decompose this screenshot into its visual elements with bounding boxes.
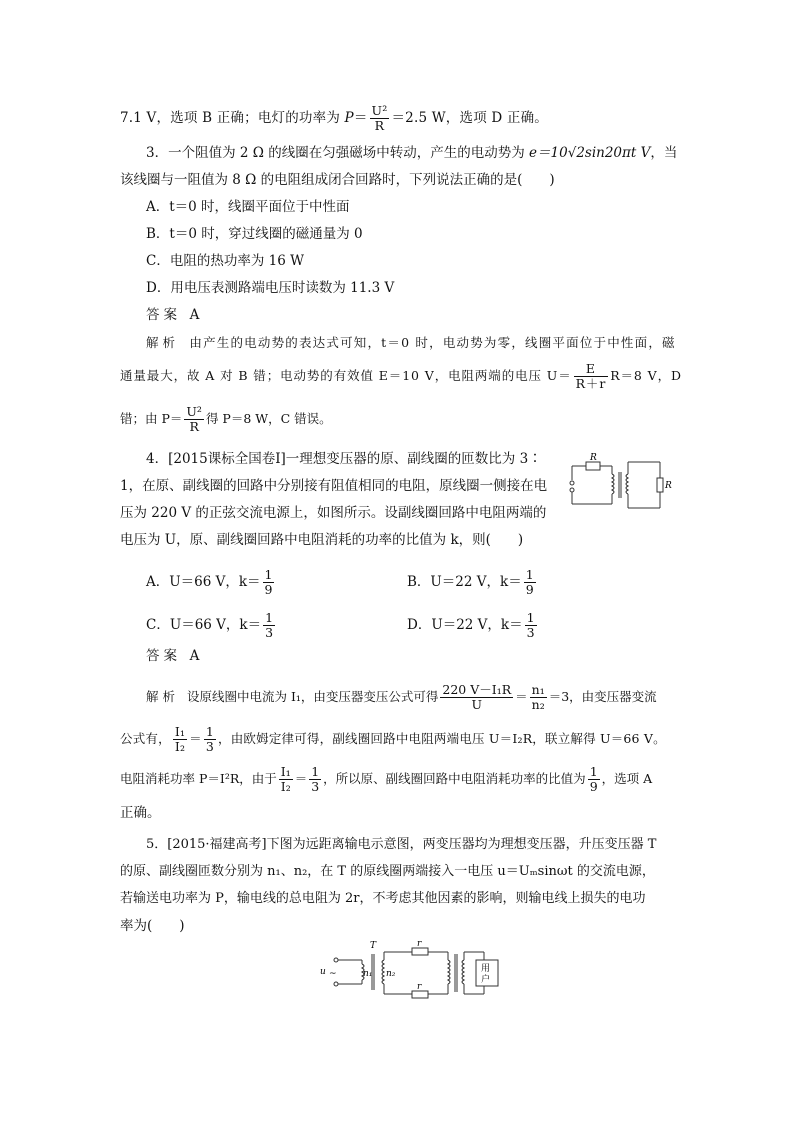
q3-line1: 3．一个阻值为 2 Ω 的线圈在匀强磁场中转动，产生的电动势为 e＝10√2sin20πt V，当 [146,145,678,161]
fraction: $\frac{1}{3}$ [311,764,320,794]
q5-line3: 若输送电功率为 P，输电线的总电阻为 2r，不考虑其他因素的影响，则输电线上损失的电功 [120,891,646,906]
q4-line4: 电压为 U，原、副线圈回路中电阻消耗的功率的比值为 k，则( ) [120,532,524,548]
fraction: $\frac{\text{I₁}}{\text{I₂}}$ [174,724,186,754]
transformer-circuit-diagram [562,452,674,516]
q4-explanation-4: 正确。 [120,805,161,821]
fraction: $\frac{\text{I₁}}{\text{I₂}}$ [280,764,291,794]
q4-line1: 4．[2015课标全国卷Ⅰ]一理想变压器的原、副线圈的匝数比为 3∶ [146,451,542,467]
transmission-circuit-diagram [314,938,508,1006]
q3-option-d: D．用电压表测路端电压时读数为 11.3 V [146,280,395,296]
q3-option-b: B．t＝0 时，穿过线圈的磁通量为 0 [146,226,363,242]
resistor-label-primary: R [590,453,597,463]
q4-option-c: C．U＝66 V，k＝ $\frac{1}{3}$ [146,610,274,640]
fraction: $\frac{1}{3}$ [205,724,215,754]
q3-explanation-3: 错；由 P＝ $\frac{\text{U²}}{R}$ 得 P＝8 W，C 错误。 [120,404,332,434]
q4-option-a: A．U＝66 V，k＝ $\frac{1}{9}$ [146,567,273,597]
fraction: $\frac{1}{3}$ [265,610,274,640]
q4-line2: 1，在原、副线圈的回路中分别接有阻值相同的电阻，原线圈一侧接在电 [120,478,548,494]
fraction: $\frac{1}{9}$ [525,567,534,597]
q4-line3: 压为 220 V 的正弦交流电源上，如图所示。设副线圈回路中电阻两端的 [120,505,547,521]
turns-n2-label: n₂ [386,969,396,979]
turns-n1-label: n₁ [363,969,373,979]
q3-answer: 答案 A [146,307,200,323]
line-resistance-label-bottom: r [417,982,422,992]
voltage-source-label: u [320,967,326,977]
transformer-label: T [370,941,377,951]
fraction: $\frac{1}{9}$ [264,567,273,597]
q4-explanation-1: 解析 设原线圈中电流为 I₁，由变压器变压公式可得 $\frac{\text{220 V－I₁R}}{U}$ ＝ $\frac{\text{n₁}}{\text{n₂}}$ ＝3，由变压器变流 [146,682,657,712]
fraction: $\frac{1}{9}$ [589,764,598,794]
q3-explanation-2: 通量最大，故 A 对 B 错；电动势的有效值 E＝10 V，电阻两端的电压 U＝ $\frac{E}{R+r}$ R＝8 V，D [120,361,682,391]
q4-option-b: B．U＝22 V，k＝ $\frac{1}{9}$ [407,567,534,597]
q4-answer: 答案 A [146,648,200,664]
fraction: $\frac{\text{U²}}{R}$ [186,404,202,434]
q4-option-d: D．U＝22 V，k＝ $\frac{1}{3}$ [407,610,535,640]
q3-explanation-1: 解析 由产生的电动势的表达式可知，t＝0 时，电动势为零，线圈平面位于中性面，磁 [146,335,676,350]
line-resistance-label-top: r [417,939,422,949]
q3-option-a: A．t＝0 时，线圈平面位于中性面 [146,199,350,215]
user-label-2: 户 [481,975,491,985]
text-line: 7.1 V，选项 B 正确；电灯的功率为 P＝ $\frac{\text{U²}}{R}$ ＝2.5 W，选项 D 正确。 [120,103,549,133]
fraction: $\frac{\text{220 V－I₁R}}{U}$ [442,682,512,712]
q3-option-c: C．电阻的热功率为 16 W [146,253,304,269]
q3-line2: 该线圈与一阻值为 8 Ω 的电阻组成闭合回路时，下列说法正确的是( ) [120,172,555,188]
q5-line2: 的原、副线圈匝数分别为 n₁、n₂，在 T 的原线圈两端接入一电压 u＝Uₘsinωt 的交流电源， [120,864,655,879]
fraction: $\frac{\text{n₁}}{\text{n₂}}$ [531,682,545,712]
user-label-1: 用 [481,964,491,974]
ac-symbol-icon: ~ [329,969,337,979]
q4-explanation-3: 电阻消耗功率 P＝I²R，由于 $\frac{\text{I₁}}{\text{I₂}}$ ＝ $\frac{1}{3}$ ，所以原、副线圈回路中电阻消耗功率的比值为 $\frac{1}{9}$ ，选项 A [120,764,653,794]
resistor-label-secondary: R [665,481,672,491]
q5-line4: 率为( ) [120,918,185,934]
q5-line1: 5．[2015·福建高考]下图为远距离输电示意图，两变压器均为理想变压器，升压变压器 T [146,837,657,852]
q4-explanation-2: 公式有， $\frac{\text{I₁}}{\text{I₂}}$ ＝ $\frac{1}{3}$ ，由欧姆定律可得，副线圈回路中电阻两端电压 U＝I₂R，联立解得 U＝66 V。 [120,724,666,754]
fraction: $\frac{E}{R+r}$ [575,361,607,391]
fraction: $\frac{\text{U²}}{R}$ [371,103,388,133]
fraction: $\frac{1}{3}$ [526,610,535,640]
